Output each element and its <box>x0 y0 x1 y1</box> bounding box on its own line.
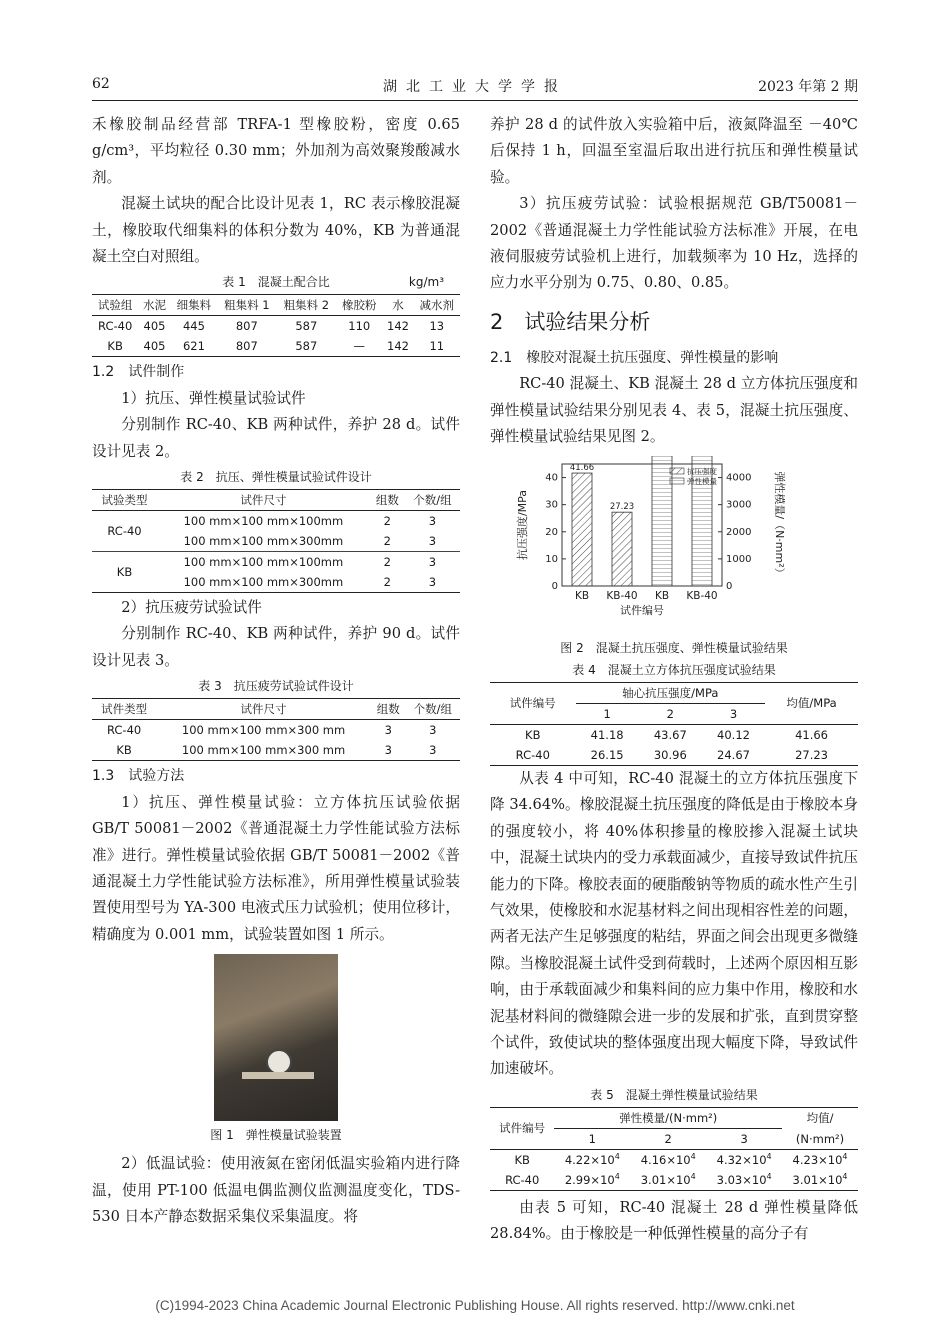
table-header: 试件尺寸 <box>157 490 370 511</box>
bar <box>612 513 632 587</box>
bar <box>652 456 672 586</box>
legend-label: 抗压强度 <box>687 467 717 477</box>
table-header: 轴心抗压强度/MPa <box>576 682 766 703</box>
table-unit: kg/m³ <box>408 275 444 290</box>
section-heading: 2 试验结果分析 <box>490 309 651 334</box>
table-caption: 表 4 混凝土立方体抗压强度试验结果 <box>572 662 776 677</box>
mix-proportion-table <box>92 294 460 357</box>
table-header: 试件类型 <box>92 699 156 720</box>
subsection-heading: 2.1 橡胶对混凝土抗压强度、弹性模量的影响 <box>490 349 779 366</box>
table-header: 1 <box>576 703 639 724</box>
elastic-modulus-table <box>490 1107 858 1191</box>
y2-axis-label: 弹性模量/（N·mm²） <box>773 471 786 580</box>
table-header: 个数/组 <box>405 490 460 511</box>
y-tick-label: 20 <box>545 527 558 539</box>
legend-label: 弹性模量 <box>687 477 717 487</box>
paragraph: 2）低温试验：使用液氮在密闭低温实验箱内进行降温，使用 PT-100 低温电偶监测仪监测温度变化，TDS-530 日本产静态数据采集仪采集温度。将 <box>92 1155 460 1225</box>
table-row: RC-40 26.15 30.96 24.67 27.23 <box>515 747 829 762</box>
paragraph: 分别制作 RC-40、KB 两种试件，养护 28 d。试件设计见表 2。 <box>92 416 460 460</box>
specimen-design-table <box>92 489 460 593</box>
table-row: KB 100 mm×100 mm×100mm 2 3 <box>92 552 460 573</box>
table-header: 水泥 <box>138 295 170 316</box>
x-tick-label: KB-40 <box>606 590 638 603</box>
table-caption: 表 2 抗压、弹性模量试验试件设计 <box>180 470 372 485</box>
table-caption: 表 3 抗压疲劳试验试件设计 <box>198 679 354 694</box>
table-row: RC-40 405 445 807 587 110 142 13 <box>98 319 445 334</box>
subsection-heading: 2）抗压疲劳试验试件 <box>121 599 262 617</box>
table-header: 减水剂 <box>414 295 460 316</box>
paragraph: 1）抗压、弹性模量试验：立方体抗压试验依据 GB/T 50081－2002《普通混凝土力学性能试验方法标准》进行。弹性模量试验依据 GB/T 50081－2002《普通混凝土力学性能试验方法标准》，所用弹性模量试验装置使用型号为 YA-300 电液式压力试验机；使用位移计，精确度为 0.001 mm，试验装置如图 1 所示。 <box>92 793 460 943</box>
y2-tick-label: 3000 <box>726 500 752 512</box>
table-header: (N·mm²) <box>782 1128 858 1149</box>
figure-caption: 图 2 混凝土抗压强度、弹性模量试验结果 <box>560 640 788 655</box>
legend-swatch <box>670 468 684 474</box>
table-header: 均值/MPa <box>765 682 858 724</box>
table-header: 试验组 <box>92 295 138 316</box>
figure-caption: 图 1 弹性模量试验装置 <box>210 1128 342 1143</box>
subsection-heading: 1）抗压、弹性模量试验试件 <box>121 389 306 407</box>
fixture-bar <box>242 1072 314 1079</box>
table-header: 试验类型 <box>92 490 157 511</box>
x-axis-label: 试件编号 <box>620 604 664 618</box>
table-header: 粗集料 2 <box>277 295 337 316</box>
y2-tick-label: 0 <box>726 581 733 593</box>
section-heading: 1.2 试件制作 <box>92 364 185 381</box>
y2-tick-label: 4000 <box>726 473 752 485</box>
journal-name: 湖北工业大学学报 <box>383 79 567 95</box>
table-header: 细集料 <box>171 295 217 316</box>
fatigue-specimen-table <box>92 698 460 761</box>
paragraph: 混凝土试块的配合比设计见表 1，RC 表示橡胶混凝土，橡胶取代细集料的体积分数为 40%，KB 为普通混凝土空白对照组。 <box>92 195 460 266</box>
table-row: RC-40 100 mm×100 mm×300 mm 3 3 <box>106 723 437 738</box>
paragraph: 养护 28 d 的试件放入实验箱中后，液氮降温至 －40℃后保持 1 h，回温至室温后取出进行抗压和弹性模量试验。 <box>490 116 858 186</box>
table-header: 3 <box>702 703 765 724</box>
left-column <box>92 112 460 1230</box>
y-tick-label: 0 <box>551 581 558 593</box>
paragraph: 由表 5 可知，RC-40 混凝土 28 d 弹性模量降低 28.84%。由于橡胶是一种低弹性模量的高分子有 <box>490 1198 858 1243</box>
table-caption: 表 1 混凝土配合比 kg/m³ <box>92 272 460 292</box>
page-number: 62 <box>92 76 110 92</box>
data-label: 27.23 <box>609 502 635 513</box>
paragraph: 分别制作 RC-40、KB 两种试件，养护 90 d。试件设计见表 3。 <box>92 625 460 669</box>
data-label: 41.66 <box>569 463 595 474</box>
copyright-footer: (C)1994-2023 China Academic Journal Electronic Publishing House. All rights reserved. http://www.cnki.net <box>155 1298 795 1313</box>
table-row: KB $4.22\times 10^4$ $4.16\times 10^4$ $4.32\times 10^4$ $4.23\times 10^4$ <box>514 1151 848 1167</box>
table-header: 弹性模量/(N·mm²) <box>554 1107 782 1128</box>
paragraph: RC-40 混凝土、KB 混凝土 28 d 立方体抗压强度和弹性模量试验结果分别见表 4、表 5，混凝土抗压强度、弹性模量试验结果见图 2。 <box>490 375 858 446</box>
table-header: 个数/组 <box>406 699 460 720</box>
table-header: 水 <box>382 295 413 316</box>
right-column <box>490 112 858 1248</box>
y-tick-label: 40 <box>545 473 558 485</box>
test-apparatus-photo <box>214 954 338 1121</box>
table-row: KB 405 621 807 587 — 142 11 <box>107 339 445 354</box>
table-header: 2 <box>639 703 702 724</box>
paragraph: 3）抗压疲劳试验：试验根据规范 GB/T50081－2002《普通混凝土力学性能试验方法标准》开展，在电液伺服疲劳试验机上进行，加载频率为 10 Hz，选择的应力水平分别为 0.75、0.80、0.85。 <box>490 195 858 292</box>
table-header: 3 <box>706 1128 782 1149</box>
y2-tick-label: 1000 <box>726 554 752 566</box>
bar-chart <box>510 456 790 626</box>
y-tick-label: 10 <box>545 554 558 566</box>
legend-swatch <box>670 478 684 484</box>
header-rule <box>92 100 858 101</box>
table-header: 1 <box>554 1128 630 1149</box>
x-tick-label: KB <box>574 590 590 603</box>
table-row: KB 41.18 43.67 40.12 41.66 <box>525 727 829 742</box>
y-tick-label: 30 <box>545 500 558 512</box>
section-heading: 1.3 试验方法 <box>92 768 185 785</box>
bar <box>572 474 592 587</box>
table-row: 100 mm×100 mm×300mm 2 3 <box>183 534 437 549</box>
compressive-strength-table <box>490 682 858 766</box>
table-caption: 表 5 混凝土弹性模量试验结果 <box>590 1087 758 1102</box>
table-header: 均值/ <box>806 1111 834 1125</box>
table-header: 2 <box>630 1128 706 1149</box>
paragraph: 禾橡胶制品经营部 TRFA-1 型橡胶粉，密度 0.65 g/cm³，平均粒径 0.30 mm；外加剂为高效聚羧酸减水剂。 <box>92 116 460 186</box>
issue-label: 2023 年第 2 期 <box>758 79 858 95</box>
page-header <box>92 76 858 98</box>
figure-2-chart <box>510 456 858 635</box>
table-header: 组数 <box>371 699 406 720</box>
table-header: 试件尺寸 <box>156 699 371 720</box>
table-row: 100 mm×100 mm×300mm 2 3 <box>183 575 437 590</box>
table-header: 橡胶粉 <box>336 295 382 316</box>
table-row: RC-40 $2.99\times 10^4$ $3.01\times 10^4$ $3.03\times 10^4$ $3.01\times 10^4$ <box>505 1171 848 1187</box>
paragraph: 从表 4 中可知，RC-40 混凝土的立方体抗压强度下降 34.64%。橡胶混凝土抗压强度的降低是由于橡胶本身的强度较小，将 40%体积掺量的橡胶掺入混凝土试块中，混凝土试块内的受力承载面减少，直接导致试件抗压能力的下降。橡胶表面的硬脂酸钠等物质的疏水性产生引气效果，使橡胶和水泥基材料之间出现相容性差的问题，两者无法产生足够强度的粘结，界面之间会出现更多微缝隙。当橡胶混凝土试件受到荷载时，上述两个原因相互影响，由于承载面减少和集料间的应力集中作用，橡胶和水泥基材料间的微缝隙会进一步的发展和扩张，直到贯穿整个试件，致使试块的整体强度出现大幅度下降，导致试件加速破坏。 <box>490 769 858 1078</box>
table-header: 粗集料 1 <box>217 295 277 316</box>
x-tick-label: KB <box>654 590 670 603</box>
table-row: RC-40 100 mm×100 mm×100mm 2 3 <box>107 514 437 539</box>
table-header: 试件编号 <box>490 1107 554 1149</box>
table-row: KB 100 mm×100 mm×300 mm 3 3 <box>116 743 437 758</box>
y-axis-label: 抗压强度/MPa <box>516 490 529 561</box>
table-header: 试件编号 <box>490 682 576 724</box>
x-tick-label: KB-40 <box>686 590 718 603</box>
table-header: 组数 <box>370 490 405 511</box>
y2-tick-label: 2000 <box>726 527 752 539</box>
